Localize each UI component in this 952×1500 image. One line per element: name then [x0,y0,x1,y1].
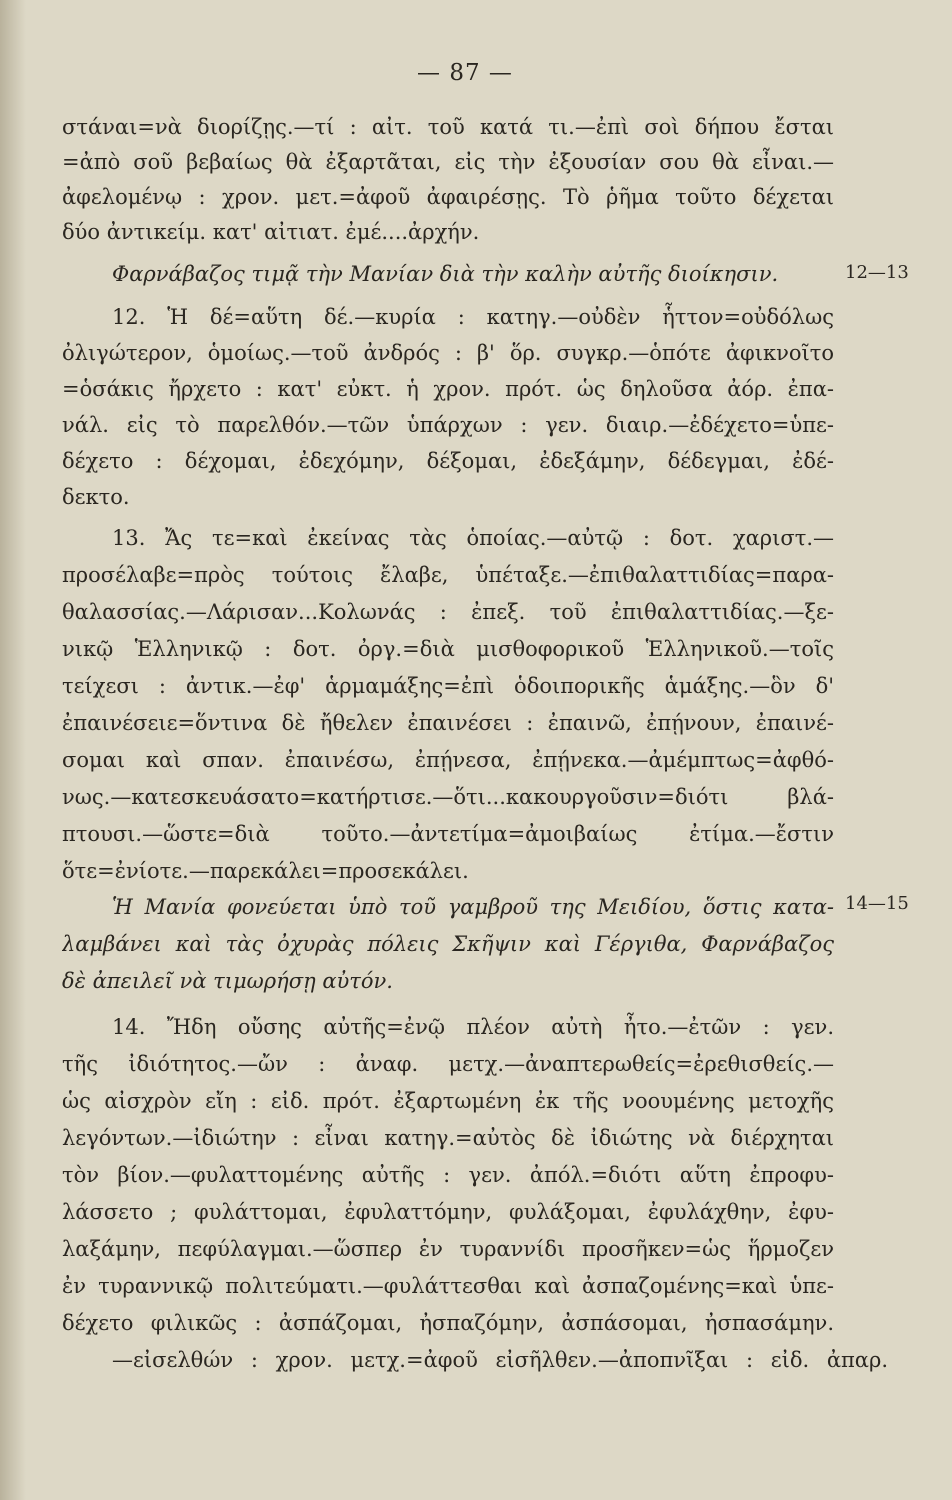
text-line: σομαι καὶ σπαν. ἐπαινέσω, ἐπῄνεσα, ἐπῄνεκα.—ἀμέμπτως=ἀφθό- [62,748,834,772]
text-line: λαξάμην, πεφύλαγμαι.—ὥσπερ ἐν τυραννίδι προσῆκεν=ὡς ἥρμοζεν [62,1237,834,1261]
text-line: λάσσετο ; φυλάττομαι, ἐφυλαττόμην, φυλάξομαι, ἐφυλάχθην, ἐφυ- [62,1200,834,1224]
section-summary: λαμβάνει καὶ τὰς ὀχυρὰς πόλεις Σκῆψιν καὶ Γέργιθα, Φαρνάβαζος [62,932,834,956]
margin-ref-14-15: 14—15 [845,893,909,914]
note-13-start: 13. Ἄς τε=καὶ ἐκείνας τὰς ὁποίας.—αὐτῷ : δοτ. χαριστ.— [112,526,834,550]
text-line: θαλασσίας.—Λάρισαν...Κολωνάς : ἐπεξ. τοῦ ἐπιθαλαττιδίας.—ξε- [62,600,834,624]
margin-ref-12-13: 12—13 [845,262,909,283]
text-line: δέχετο φιλικῶς : ἀσπάζομαι, ἠσπαζόμην, ἀσπάσομαι, ἠσπασάμην. [62,1311,834,1335]
text-line: νως.—κατεσκευάσατο=κατήρτισε.—ὅτι...κακουργοῦσιν=διότι βλά- [62,785,834,809]
text-line: ἐν τυραννικῷ πολιτεύματι.—φυλάττεσθαι καὶ ἀσπαζομένης=καὶ ὑπε- [62,1274,834,1298]
text-line: ὀλιγώτερον, ὁμοίως.—τοῦ ἀνδρός : β' ὅρ. συγκρ.—ὁπότε ἀφικνοῖτο [62,341,834,365]
text-line: =ἀπὸ σοῦ βεβαίως θὰ ἐξαρτᾶται, εἰς τὴν ἐξουσίαν σου θὰ εἶναι.— [62,150,834,174]
text-line: τείχεσι : ἀντικ.—ἐφ' ἁρμαμάξης=ἐπὶ ὁδοιπορικῆς ἁμάξης.—ὃν δ' [62,674,834,698]
text-line: τὸν βίον.—φυλαττομένης αὐτῆς : γεν. ἀπόλ.=διότι αὕτη ἐπροφυ- [62,1163,834,1187]
section-summary: Φαρνάβαζος τιμᾷ τὴν Μανίαν διὰ τὴν καλὴν αὐτῆς διοίκησιν. [112,262,779,286]
page-number: — 87 — [417,60,513,86]
text-line: τῆς ἰδιότητος.—ὤν : ἀναφ. μετχ.—ἀναπτερωθείς=ἐρεθισθείς.— [62,1052,834,1076]
text-line: =ὁσάκις ἤρχετο : κατ' εὐκτ. ἡ χρον. πρότ. ὡς δηλοῦσα ἀόρ. ἐπα- [62,377,834,401]
text-line: ἀφελομένῳ : χρον. μετ.=ἀφοῦ ἀφαιρέσῃς. Τὸ ῥῆμα τοῦτο δέχεται [62,185,834,209]
section-summary: Ἡ Μανία φονεύεται ὑπὸ τοῦ γαμβροῦ της Μειδίου, ὅστις κατα- [112,895,834,919]
text-line: νικῷ Ἑλληνικῷ : δοτ. ὀργ.=διὰ μισθοφορικοῦ Ἑλληνικοῦ.—τοῖς [62,637,834,661]
text-line: λεγόντων.—ἰδιώτην : εἶναι κατηγ.=αὐτὸς δὲ ἰδιώτης νὰ διέρχηται [62,1126,834,1150]
text-line: δεκτο. [62,485,130,509]
note-12-start: 12. Ἡ δέ=αὕτη δέ.—κυρία : κατηγ.—οὐδὲν ἧττον=οὐδόλως [112,305,834,329]
text-line: ὡς αἰσχρὸν εἴη : εἰδ. πρότ. ἐξαρτωμένη ἐκ τῆς νοουμένης μετοχῆς [62,1089,834,1113]
text-line: ἐπαινέσειε=ὅντινα δὲ ἤθελεν ἐπαινέσει : ἐπαινῶ, ἐπῄνουν, ἐπαινέ- [62,711,834,735]
text-line: ὅτε=ἐνίοτε.—παρεκάλει=προσεκάλει. [62,859,469,883]
text-line: πτουσι.—ὥστε=διὰ τοῦτο.—ἀντετίμα=ἀμοιβαίως ἐτίμα.—ἔστιν [62,822,834,846]
text-line: δύο ἀντικείμ. κατ' αἰτιατ. ἐμέ....ἀρχήν. [62,220,480,244]
note-14-start: 14. Ἤδη οὔσης αὐτῆς=ἐνῷ πλέον αὐτὴ ἦτο.—ἐτῶν : γεν. [112,1015,834,1039]
page-fold-shadow [0,0,26,1500]
section-summary: δὲ ἀπειλεῖ νὰ τιμωρήσῃ αὐτόν. [62,969,393,993]
text-line: —εἰσελθών : χρον. μετχ.=ἀφοῦ εἰσῆλθεν.—ἀποπνῖξαι : εἰδ. ἀπαρ. [112,1348,888,1372]
text-line: στάναι=νὰ διορίζῃς.—τί : αἰτ. τοῦ κατά τι.—ἐπὶ σοὶ δήπου ἔσται [62,115,834,139]
text-line: προσέλαβε=πρὸς τούτοις ἔλαβε, ὑπέταξε.—ἐπιθαλαττιδίας=παρα- [62,563,834,587]
text-line: δέχετο : δέχομαι, ἐδεχόμην, δέξομαι, ἐδεξάμην, δέδεγμαι, ἐδέ- [62,449,834,473]
text-line: νάλ. εἰς τὸ παρελθόν.—τῶν ὑπάρχων : γεν. διαιρ.—ἐδέχετο=ὑπε- [62,413,834,437]
